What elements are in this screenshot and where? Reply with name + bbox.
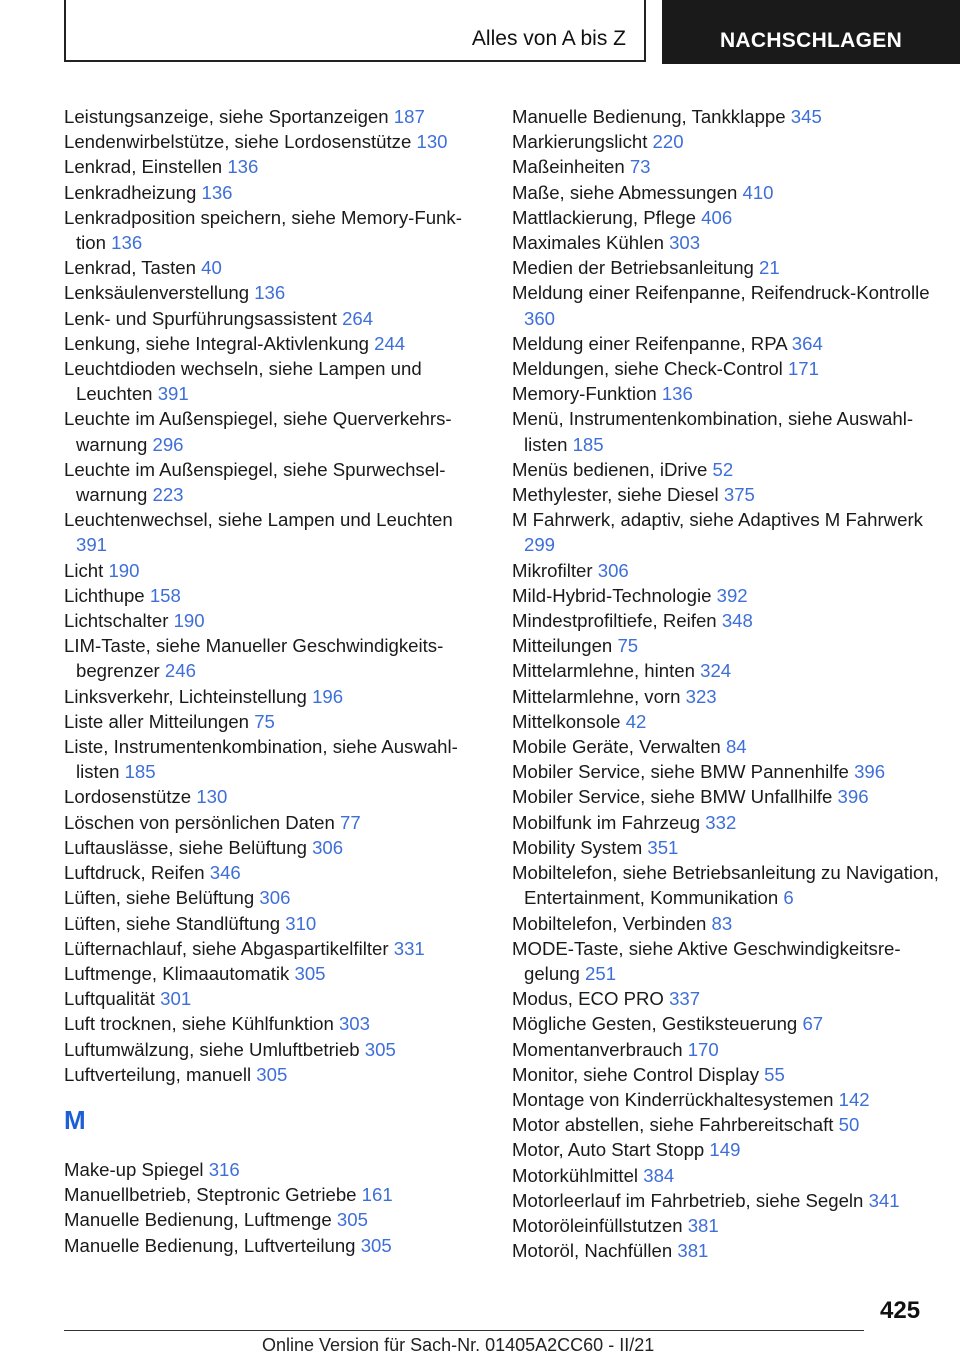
index-entry-page-link[interactable]: 381 [687, 1214, 719, 1236]
index-entry [64, 406, 484, 456]
index-entry [512, 1112, 942, 1137]
index-entry [512, 558, 942, 583]
index-entry-term: Mobiler Service, siehe BMW Unfallhilfe [512, 786, 833, 808]
index-entry-page-link[interactable]: 84 [725, 736, 747, 758]
index-entry-page-link[interactable]: 223 [152, 484, 184, 506]
index-entry [64, 1037, 484, 1062]
index-entry-page-link[interactable]: 346 [209, 862, 241, 884]
index-entry [512, 1137, 942, 1162]
page-header [64, 0, 960, 64]
index-entry-term: Motorkühlmittel [512, 1164, 639, 1186]
index-entry-term: Lüften, siehe Standlüftung [64, 912, 281, 934]
index-entry-term: Manuelle Bedienung, Luftmenge [64, 1209, 332, 1231]
index-entry [64, 104, 484, 129]
index-entry-page-link[interactable]: 158 [149, 584, 181, 606]
index-entry [512, 205, 942, 230]
index-entry [512, 608, 942, 633]
index-entry [512, 482, 942, 507]
index-entry-page-link[interactable]: 130 [196, 786, 228, 808]
index-entry-page-link[interactable]: 396 [837, 786, 869, 808]
index-entry [512, 129, 942, 154]
index-entry-page-link[interactable]: 360 [524, 307, 556, 329]
index-entry [512, 759, 942, 784]
index-entry [512, 936, 942, 986]
index-entry-term: Leuchtdioden wechseln, siehe Lampen und Leuchten [64, 358, 422, 405]
index-entry-page-link[interactable]: 299 [524, 534, 556, 556]
index-entry [64, 961, 484, 986]
index-entry-page-link[interactable]: 345 [790, 106, 822, 127]
index-entry [512, 331, 942, 356]
index-entry [512, 1037, 942, 1062]
index-entry [512, 406, 942, 456]
index-entry-page-link[interactable]: 21 [759, 257, 780, 279]
index-entry-term: Mittelkonsole [512, 710, 621, 732]
index-entry-page-link[interactable]: 136 [227, 156, 259, 178]
index-entry-term: Make-up Spiegel [64, 1158, 204, 1180]
index-entry-term: Montage von Kinderrückhaltesystemen [512, 1088, 834, 1110]
index-entry-page-link[interactable]: 351 [647, 836, 679, 858]
index-entry [64, 205, 484, 255]
index-entry [64, 331, 484, 356]
index-entry-term: Maße, siehe Abmessungen [512, 181, 738, 203]
index-entry-page-link[interactable]: 55 [764, 1063, 785, 1085]
index-entry [512, 180, 942, 205]
index-entry-page-link[interactable]: 391 [157, 383, 189, 405]
index-entry [64, 129, 484, 154]
index-entry [512, 230, 942, 255]
index-entry-term: Lenkrad, Einstellen [64, 156, 223, 178]
index-entry-term: Motoröl, Nachfüllen [512, 1240, 673, 1262]
index-entry-page-link[interactable]: 392 [716, 584, 748, 606]
index-entry [512, 1213, 942, 1238]
header-section-title: Alles von A bis Z [471, 27, 626, 50]
index-entry-page-link[interactable]: 301 [160, 988, 192, 1010]
index-entry-term: Momentanverbrauch [512, 1038, 683, 1060]
index-entry [64, 1062, 484, 1087]
index-entry-term: Meldung einer Reifenpanne, RPA [512, 332, 787, 354]
index-entry [512, 1087, 942, 1112]
index-entry-term: Mikrofilter [512, 559, 593, 581]
index-entry-page-link[interactable]: 310 [285, 912, 317, 934]
index-entry-term: Mobile Geräte, Verwalten [512, 736, 721, 758]
index-entry-page-link[interactable]: 73 [629, 156, 651, 178]
index-entry [512, 835, 942, 860]
header-chapter-tab: NACHSCHLAGEN [662, 0, 960, 64]
index-entry-term: Memory-Funktion [512, 383, 657, 405]
index-entry [512, 810, 942, 835]
index-entry-page-link[interactable]: 136 [254, 282, 286, 304]
index-entry [64, 1157, 484, 1182]
index-entry-page-link[interactable]: 306 [312, 836, 344, 858]
index-entry [512, 104, 942, 129]
index-entry-term: Mindestprofiltiefe, Reifen [512, 610, 717, 632]
index-entry-page-link[interactable]: 75 [617, 635, 639, 657]
index-entry-page-link[interactable]: 187 [393, 106, 425, 127]
index-entry [64, 936, 484, 961]
index-entry-term: Mattlackierung, Pflege [512, 206, 696, 228]
index-entry-page-link[interactable]: 324 [700, 660, 732, 682]
index-entry-page-link[interactable]: 75 [254, 710, 275, 732]
index-entry [64, 1233, 484, 1258]
index-entry [64, 835, 484, 860]
index-entry-term: Medien der Betriebsanleitung [512, 257, 754, 279]
index-entry-term: Manuelle Bedienung, Luftverteilung [64, 1234, 356, 1256]
index-list-m-continued [512, 104, 942, 1263]
index-entry-term: Motor, Auto Start Stopp [512, 1139, 705, 1161]
index-entry-term: MODE-Taste, siehe Aktive Geschwindigkeitsregelung [512, 937, 901, 984]
index-entry-page-link[interactable]: 185 [572, 433, 604, 455]
index-entry-page-link[interactable]: 136 [201, 181, 233, 203]
index-entry-page-link[interactable]: 136 [111, 232, 143, 254]
index-entry-page-link[interactable]: 332 [705, 811, 737, 833]
index-entry-term: Mitteilungen [512, 635, 613, 657]
index-entry [64, 986, 484, 1011]
index-entry-term: Lenkradheizung [64, 181, 197, 203]
section-letter-heading: M [64, 1104, 86, 1135]
index-entry-term: Modus, ECO PRO [512, 988, 664, 1010]
index-entry-term: Lichthupe [64, 584, 145, 606]
index-entry-term: Liste aller Mitteilungen [64, 710, 250, 732]
index-entry [64, 255, 484, 280]
index-entry [64, 885, 484, 910]
index-entry-term: Motor abstellen, siehe Fahrbereitschaft [512, 1114, 834, 1136]
index-entry-term: Lendenwirbelstütze, siehe Lordosenstütze [64, 131, 412, 153]
index-entry-term: Mobility System [512, 836, 643, 858]
index-entry-term: Liste, Instrumentenkombination, siehe Auswahllisten [64, 736, 458, 783]
index-entry-page-link[interactable]: 303 [669, 232, 701, 254]
index-entry [64, 1011, 484, 1036]
index-entry [64, 684, 484, 709]
header-section-box [64, 0, 646, 62]
index-entry-page-link[interactable]: 305 [364, 1038, 396, 1060]
index-entry [64, 306, 484, 331]
index-entry-term: Mild-Hybrid-Technologie [512, 584, 712, 606]
index-entry [512, 684, 942, 709]
index-entry-page-link[interactable]: 130 [416, 131, 448, 153]
index-entry-page-link[interactable]: 161 [361, 1184, 393, 1206]
index-entry [512, 709, 942, 734]
index-entry-term: Markierungslicht [512, 131, 648, 153]
index-entry-term: Lenksäulenverstellung [64, 282, 250, 304]
index-entry [512, 583, 942, 608]
index-entry-page-link[interactable]: 296 [152, 433, 184, 455]
index-entry-term: Lenkrad, Tasten [64, 257, 196, 279]
index-entry-term: Lüfternachlauf, siehe Abgaspartikelfilter [64, 937, 389, 959]
index-entry-page-link[interactable]: 136 [661, 383, 693, 405]
index-entry-term: Manuelle Bedienung, Tankklappe [512, 106, 786, 127]
index-entry [512, 1011, 942, 1036]
index-entry-term: Mobiler Service, siehe BMW Pannenhilfe [512, 761, 849, 783]
index-entry [64, 734, 484, 784]
index-entry-page-link[interactable]: 306 [597, 559, 629, 581]
index-entry-page-link[interactable]: 337 [669, 988, 701, 1010]
index-entry [64, 860, 484, 885]
index-entry-page-link[interactable]: 170 [687, 1038, 719, 1060]
index-entry [64, 911, 484, 936]
index-entry-term: Motoröleinfüllstutzen [512, 1214, 683, 1236]
page-number: 425 [880, 1297, 921, 1324]
index-entry [64, 558, 484, 583]
index-entry-page-link[interactable]: 384 [643, 1164, 675, 1186]
index-entry-term: Methylester, siehe Diesel [512, 484, 719, 506]
index-entry-page-link[interactable]: 142 [838, 1088, 870, 1110]
index-entry-page-link[interactable]: 375 [723, 484, 755, 506]
index-entry [64, 154, 484, 179]
index-entry [512, 255, 942, 280]
index-entry [512, 784, 942, 809]
index-entry-page-link[interactable]: 316 [208, 1158, 240, 1180]
index-entry-page-link[interactable]: 171 [787, 358, 819, 380]
index-entry-page-link[interactable]: 331 [393, 937, 425, 959]
index-entry-page-link[interactable]: 305 [360, 1234, 392, 1256]
index-entry [512, 507, 942, 557]
index-entry-term: Menüs bedienen, iDrive [512, 458, 708, 480]
index-entry-page-link[interactable]: 83 [711, 912, 733, 934]
index-entry [64, 709, 484, 734]
index-entry [512, 1238, 942, 1263]
footer-divider [64, 1330, 864, 1331]
index-entry-term: Mobiltelefon, siehe Betriebsanleitung zu Navigation, Entertainment, Kommunikation [512, 862, 939, 909]
index-entry [512, 1163, 942, 1188]
index-entry-page-link[interactable]: 67 [802, 1013, 824, 1035]
index-entry-term: Meldung einer Reifenpanne, Reifendruck-Kontrolle [512, 282, 930, 304]
index-entry [512, 911, 942, 936]
index-entry-term: Maximales Kühlen [512, 232, 664, 254]
index-entry-page-link[interactable]: 42 [625, 710, 647, 732]
index-column-right [512, 104, 942, 1263]
index-entry [64, 507, 484, 557]
index-entry-page-link[interactable]: 305 [256, 1063, 288, 1085]
index-entry-term: Lenkradposition speichern, siehe Memory-Funktion [64, 206, 462, 254]
index-entry-term: Leuchte im Außenspiegel, siehe Spurwechselwarnung [64, 458, 446, 506]
index-entry [64, 356, 484, 406]
index-entry-page-link[interactable]: 348 [721, 610, 753, 632]
index-entry-page-link[interactable]: 196 [312, 685, 344, 707]
index-entry-page-link[interactable]: 50 [838, 1114, 860, 1136]
index-entry [512, 658, 942, 683]
index-entry [512, 734, 942, 759]
index-entry [512, 356, 942, 381]
index-entry [64, 457, 484, 507]
index-entry [64, 1207, 484, 1232]
index-entry-page-link[interactable]: 185 [124, 761, 156, 783]
index-entry-term: Maßeinheiten [512, 156, 625, 178]
index-entry-term: Mögliche Gesten, Gestiksteuerung [512, 1013, 798, 1035]
index-entry-page-link[interactable]: 52 [712, 458, 734, 480]
index-entry-term: Luftumwälzung, siehe Umluftbetrieb [64, 1038, 360, 1060]
index-entry-page-link[interactable]: 77 [340, 811, 361, 833]
index-entry [64, 810, 484, 835]
index-entry-term: Menü, Instrumentenkombination, siehe Auswahllisten [512, 408, 914, 455]
index-entry-page-link[interactable]: 190 [108, 559, 140, 581]
index-entry [512, 860, 942, 910]
index-entry-page-link[interactable]: 40 [201, 257, 222, 279]
index-entry [512, 986, 942, 1011]
index-entry [64, 608, 484, 633]
index-entry-page-link[interactable]: 396 [854, 761, 886, 783]
footer-version-text: Online Version für Sach-Nr. 01405A2CC60 - II/21 [262, 1335, 655, 1355]
index-entry-term: Luftdruck, Reifen [64, 862, 205, 884]
index-entry-term: Lenkung, siehe Integral-Aktivlenkung [64, 332, 369, 354]
index-entry-page-link[interactable]: 305 [336, 1209, 368, 1231]
index-entry [512, 154, 942, 179]
index-entry-page-link[interactable]: 190 [173, 610, 205, 632]
index-entry-term: Mobilfunk im Fahrzeug [512, 811, 701, 833]
index-entry-page-link[interactable]: 220 [652, 131, 684, 153]
index-entry-term: Manuellbetrieb, Steptronic Getriebe [64, 1184, 357, 1206]
index-entry-term: Linksverkehr, Lichteinstellung [64, 685, 307, 707]
index-entry-term: Luftqualität [64, 988, 155, 1010]
index-entry-page-link[interactable]: 341 [868, 1189, 900, 1211]
index-entry-page-link[interactable]: 406 [701, 206, 733, 228]
index-entry-page-link[interactable]: 364 [791, 332, 823, 354]
index-entry-page-link[interactable]: 323 [685, 685, 717, 707]
index-entry-page-link[interactable]: 391 [76, 534, 108, 556]
index-entry-term: Luftmenge, Klimaautomatik [64, 962, 290, 984]
index-entry [512, 280, 942, 330]
index-entry-page-link[interactable]: 303 [338, 1013, 370, 1035]
index-entry-page-link[interactable]: 246 [164, 660, 196, 682]
index-entry-term: Löschen von persönlichen Daten [64, 811, 335, 833]
index-entry [64, 280, 484, 305]
index-entry-term: Luftverteilung, manuell [64, 1063, 252, 1085]
index-entry-term: Lüften, siehe Belüftung [64, 887, 255, 909]
index-entry-term: Leuchte im Außenspiegel, siehe Querverkehrswarnung [64, 408, 452, 455]
index-entry-term: Mittelarmlehne, vorn [512, 685, 681, 707]
index-entry [64, 180, 484, 205]
index-entry-page-link[interactable]: 410 [742, 181, 774, 203]
index-entry-term: Lenk- und Spurführungsassistent [64, 307, 337, 329]
index-entry [64, 784, 484, 809]
index-entry-term: Leuchtenwechsel, siehe Lampen und Leuchten [64, 509, 453, 531]
index-entry-term: Lordosenstütze [64, 786, 192, 808]
index-entry-term: Mobiltelefon, Verbinden [512, 912, 707, 934]
index-entry-page-link[interactable]: 264 [342, 307, 374, 329]
index-entry-page-link[interactable]: 251 [585, 962, 617, 984]
index-entry-term: Luftauslässe, siehe Belüftung [64, 836, 307, 858]
index-entry-term: Licht [64, 559, 104, 581]
index-entry-term: Motorleerlauf im Fahrbetrieb, siehe Segeln [512, 1189, 864, 1211]
index-entry [512, 457, 942, 482]
index-entry-term: Monitor, siehe Control Display [512, 1063, 759, 1085]
index-entry-page-link[interactable]: 244 [374, 332, 406, 354]
index-entry-page-link[interactable]: 6 [783, 887, 794, 909]
index-entry [512, 1188, 942, 1213]
index-entry [64, 633, 484, 683]
index-entry-term: Meldungen, siehe Check-Control [512, 358, 783, 380]
index-entry-term: M Fahrwerk, adaptiv, siehe Adaptives M Fahrwerk [512, 509, 923, 531]
index-list-l [64, 104, 484, 1087]
index-entry-term: Lichtschalter [64, 610, 169, 632]
index-entry [64, 583, 484, 608]
index-entry [64, 1182, 484, 1207]
index-entry [512, 633, 942, 658]
index-column-left [64, 104, 484, 1258]
index-entry-page-link[interactable]: 381 [677, 1240, 709, 1262]
index-entry-term: Luft trocknen, siehe Kühlfunktion [64, 1013, 334, 1035]
index-list-m [64, 1157, 484, 1258]
index-entry [512, 1062, 942, 1087]
index-entry-term: Leistungsanzeige, siehe Sportanzeigen [64, 106, 389, 127]
index-entry-page-link[interactable]: 149 [709, 1139, 741, 1161]
index-entry-page-link[interactable]: 306 [259, 887, 291, 909]
index-entry-page-link[interactable]: 305 [294, 962, 326, 984]
index-entry-term: LIM-Taste, siehe Manueller Geschwindigkeitsbegrenzer [64, 635, 444, 682]
index-entry [512, 381, 942, 406]
index-entry-term: Mittelarmlehne, hinten [512, 660, 695, 682]
